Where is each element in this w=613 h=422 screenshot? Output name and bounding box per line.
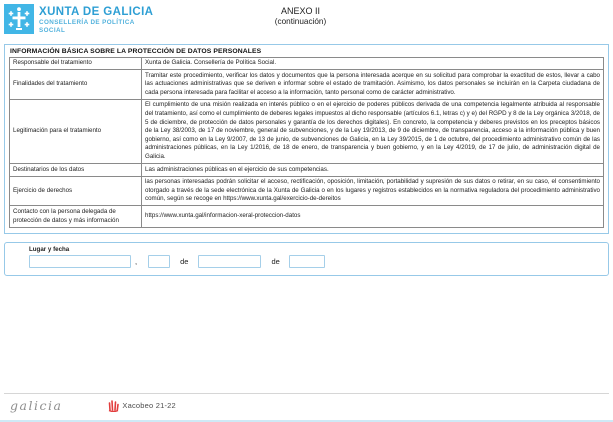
annex-heading bbox=[228, 6, 373, 27]
row-value: Tramitar este procedimiento, verificar los datos y documentos que la persona interesada acerque en su solicitud para comprobar la exactitud de estos, llevar a cabo las actuaciones administrativas que se deriven e informar sobre el estado de tramitación. Asimismo, los datos personales se incluirán en la Carpeta ciudadana de cada persona interesada para facilitar el acceso a la información, tanto personal como de carácter administrativo. bbox=[142, 70, 604, 100]
place-input[interactable] bbox=[29, 255, 131, 268]
row-value: https://www.xunta.gal/informacion-xeral-proteccion-datos bbox=[142, 206, 604, 227]
row-value: El cumplimiento de una misión realizada en interés público o en el ejercicio de poderes públicos derivada de una competencia legalmente atribuida al responsable del tratamiento, así como el cumplimiento de deberes legales impuestos al dicho responsable (artículos 6.1, letras c) y e) del RGPD y 8 de la Ley orgánica 3/2018, de 5 de diciembre, de protección de datos personales y garantía de los derechos digitales). En concreto, la competencia y deberes previstos en los preceptos básicos de la Ley 38/2003, de 17 de noviembre, general de subvenciones, y de la Ley 19/2013, de 9 de diciembre, de transparencia, acceso a la información pública y buen gobierno, así como en la Ley 9/2007, de 13 de junio, de subvenciones de Galicia, en la Ley 39/2015, de 1 de octubre, del procedimiento administrativo común de las administraciones públicas, en la Ley 1/2016, de 18 de enero, de transparencia y buen gobierno, y en la Ley 4/2019, de 17 de julio, de administración digital de Galicia. bbox=[142, 99, 604, 163]
day-input[interactable] bbox=[148, 255, 170, 268]
place-date-row bbox=[29, 255, 608, 268]
row-value: Xunta de Galicia. Consellería de Política Social. bbox=[142, 57, 604, 70]
table-row bbox=[10, 57, 604, 70]
data-protection-table bbox=[9, 57, 604, 228]
annex-subtitle: (continuación) bbox=[274, 17, 327, 26]
org-identity bbox=[39, 6, 153, 34]
xacobeo-shell-icon bbox=[108, 399, 119, 412]
table-row bbox=[10, 70, 604, 100]
department-line2: SOCIAL bbox=[39, 26, 66, 34]
row-value: las personas interesadas podrán solicitar el acceso, rectificación, oposición, limitación, portabilidad y supresión de sus datos o retirar, en su caso, el consentimiento otorgado a través de la sede electrónica de la Xunta de Galicia o en los lugares y registros establecidos en la normativa reguladora del procedimiento administrativo común, según se recoge en https://www.xunta.gal/exercicio-de-dereitos bbox=[142, 176, 604, 206]
de-separator-1: de bbox=[180, 256, 189, 266]
de-separator-2: de bbox=[271, 256, 280, 266]
table-row bbox=[10, 99, 604, 163]
page-header bbox=[0, 0, 613, 44]
comma-separator: , bbox=[135, 256, 138, 266]
data-protection-title: INFORMACIÓN BÁSICA SOBRE LA PROTECCIÓN DE DATOS PERSONALES bbox=[10, 47, 262, 55]
department-line1: CONSELLERÍA DE POLÍTICA bbox=[39, 19, 135, 26]
row-label: Destinatarios de los datos bbox=[10, 164, 142, 177]
row-label: Responsable del tratamiento bbox=[10, 57, 142, 70]
row-label: Contacto con la persona delegada de protección de datos y más información bbox=[10, 206, 142, 227]
place-date-section bbox=[4, 242, 609, 276]
row-label: Finalidades del tratamiento bbox=[10, 70, 142, 100]
org-name: XUNTA DE GALICIA bbox=[39, 6, 154, 18]
xacobeo-label: Xacobeo 21-22 bbox=[122, 401, 176, 410]
xacobeo-brand bbox=[108, 399, 175, 412]
xunta-emblem-icon bbox=[4, 4, 34, 34]
year-input[interactable] bbox=[289, 255, 325, 268]
table-row bbox=[10, 164, 604, 177]
place-date-label: Lugar y fecha bbox=[29, 245, 70, 253]
galicia-logo: galicia bbox=[10, 398, 63, 413]
table-row bbox=[10, 206, 604, 227]
row-label: Legitimación para el tratamiento bbox=[10, 99, 142, 163]
data-protection-section bbox=[4, 44, 609, 234]
month-input[interactable] bbox=[198, 255, 261, 268]
page-footer bbox=[4, 393, 609, 417]
row-value: Las administraciones públicas en el ejercicio de sus competencias. bbox=[142, 164, 604, 177]
annex-title: ANEXO II bbox=[280, 6, 320, 16]
table-row bbox=[10, 176, 604, 206]
row-label: Ejercicio de derechos bbox=[10, 176, 142, 206]
